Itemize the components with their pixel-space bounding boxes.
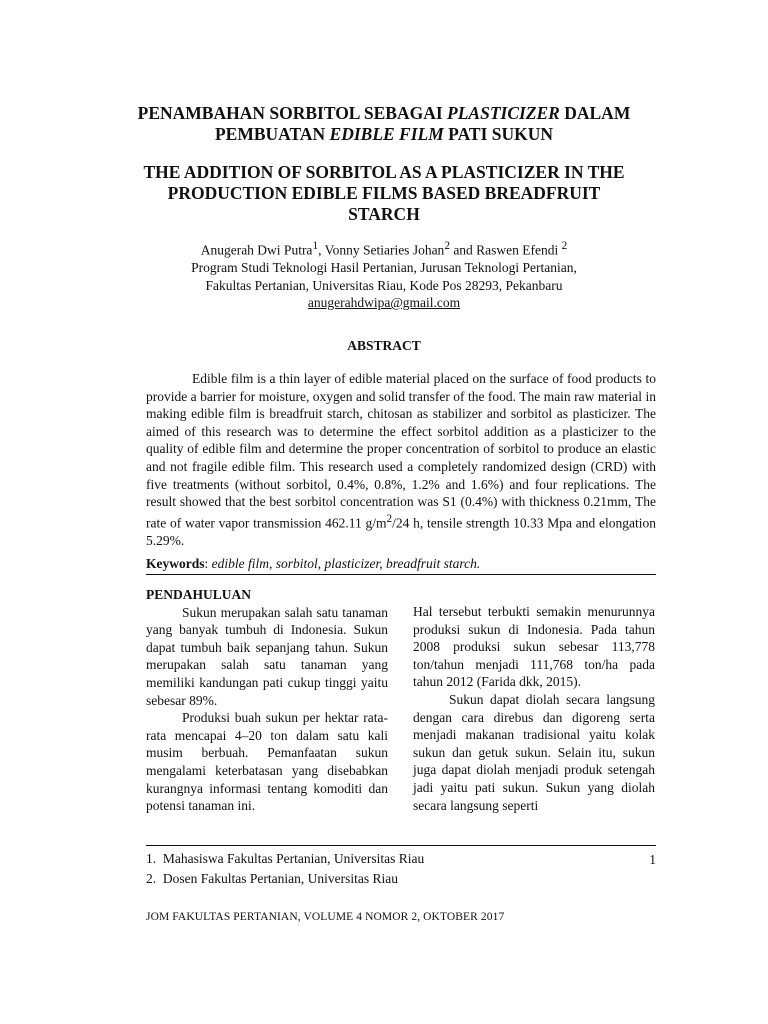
affiliation-line: Fakultas Pertanian, Universitas Riau, Kode Pos 28293, Pekanbaru [205,277,563,293]
title-id-text: PATI SUKUN [443,124,554,144]
footnote-item: 2. Dosen Fakultas Pertanian, Universitas Riau [146,871,398,886]
author-affil-mark: 2 [444,240,450,252]
page-number: 1 [649,852,656,867]
abstract-superscript: 2 [386,512,393,525]
affiliation-line: Program Studi Teknologi Hasil Pertanian, Jurusan Teknologi Pertanian, [191,260,577,275]
title-id-italic: EDIBLE FILM [329,124,444,144]
keywords-colon: : [204,556,212,571]
footnote-item: 1. Mahasiswa Fakultas Pertanian, Universitas Riau [146,851,425,866]
author-name: Anugerah Dwi Putra [200,242,313,258]
title-id-italic: PLASTICIZER [447,103,560,123]
title-indonesian [120,103,648,145]
author-line [120,238,648,259]
abstract-heading: ABSTRACT [347,338,421,353]
author-email-link[interactable]: anugerahdwipa@gmail.com [307,295,461,310]
keywords-line [146,555,656,572]
author-name: , Vonny Setiaries Johan [318,242,445,258]
title-en-line: STARCH [348,204,420,224]
abstract-divider [146,574,656,575]
title-id-text: PENAMBAHAN SORBITOL SEBAGAI [137,103,448,123]
body-paragraph: Hal tersebut terbukti semakin menurunnya produksi sukun di Indonesia. Pada tahun 2008 produksi sukun sebesar 113,778 ton/tahun menjadi 111,768 ton/ha pada tahun 2012 (Farida dkk, 2015). [413,604,655,690]
title-id-text: DALAM [559,103,631,123]
title-en-line: THE ADDITION OF SORBITOL AS A PLASTICIZER IN THE [143,162,625,182]
body-column-left [146,586,388,815]
body-paragraph: Sukun dapat diolah secara langsung dengan cara direbus dan digoreng serta menjadi makanan tradisional yaitu kolak sukun dan getuk sukun. Selain itu, sukun juga dapat diolah menjadi produk setengah jadi yaitu pati sukun. Sukun yang diolah secara langsung seperti [413,691,655,813]
section-heading: PENDAHULUAN [146,587,252,602]
authors-block [120,238,648,312]
abstract-body [146,370,656,549]
title-id-text: PEMBUATAN [214,124,330,144]
abstract-text: /24 h, tensile strength 10.33 Mpa and elongation 5.29%. [146,515,656,548]
body-paragraph: Produksi buah sukun per hektar rata-rata mencapai 4–20 ton dalam satu kali musim berbuah. Pemanfaatan sukun mengalami keterbatasan yang disebabkan kurangnya informasi tentang komoditi dan potensi tanaman ini. [146,710,388,814]
author-affil-mark: 1 [312,240,319,252]
footnote-divider [146,845,656,846]
author-name: and Raswen Efendi [449,242,562,258]
keywords-label: Keywords [146,556,205,571]
body-column-right [413,603,655,814]
keywords-text: edible film, sorbitol, plasticizer, breadfruit starch. [211,556,481,571]
author-affil-mark: 2 [561,240,568,252]
abstract-text: Edible film is a thin layer of edible material placed on the surface of food products to provide a barrier for moisture, oxygen and solid transfer of the food. The main raw material in making edible film is breadfruit starch, chitosan as stabilizer and sorbitol as plasticizer. The aimed of this research was to determine the effect sorbitol addition as a plasticizer to the quality of edible film and determine the proper concentration of sorbitol to produce an elastic and not fragile edible film. This research used a completely randomized design (CRD) with five treatments (without sorbitol, 0.4%, 0.8%, 1.2% and 1.6%) and four replications. The result showed that the best sorbitol concentration was S1 (0.4%) with thickness 0.21mm, The rate of water vapor transmission 462.11 g/m [146,371,656,531]
journal-footer: JOM FAKULTAS PERTANIAN, VOLUME 4 NOMOR 2, OKTOBER 2017 [146,911,505,923]
body-paragraph: Sukun merupakan salah satu tanaman yang banyak tumbuh di Indonesia. Sukun dapat tumbuh baik sepanjang tahun. Sukun merupakan salah satu tanaman yang memiliki kandungan pati cukup tinggi yaitu sebesar 89%. [146,604,388,708]
title-en-line: PRODUCTION EDIBLE FILMS BASED BREADFRUIT [167,183,601,203]
title-english [120,162,648,225]
footnotes [146,849,656,889]
